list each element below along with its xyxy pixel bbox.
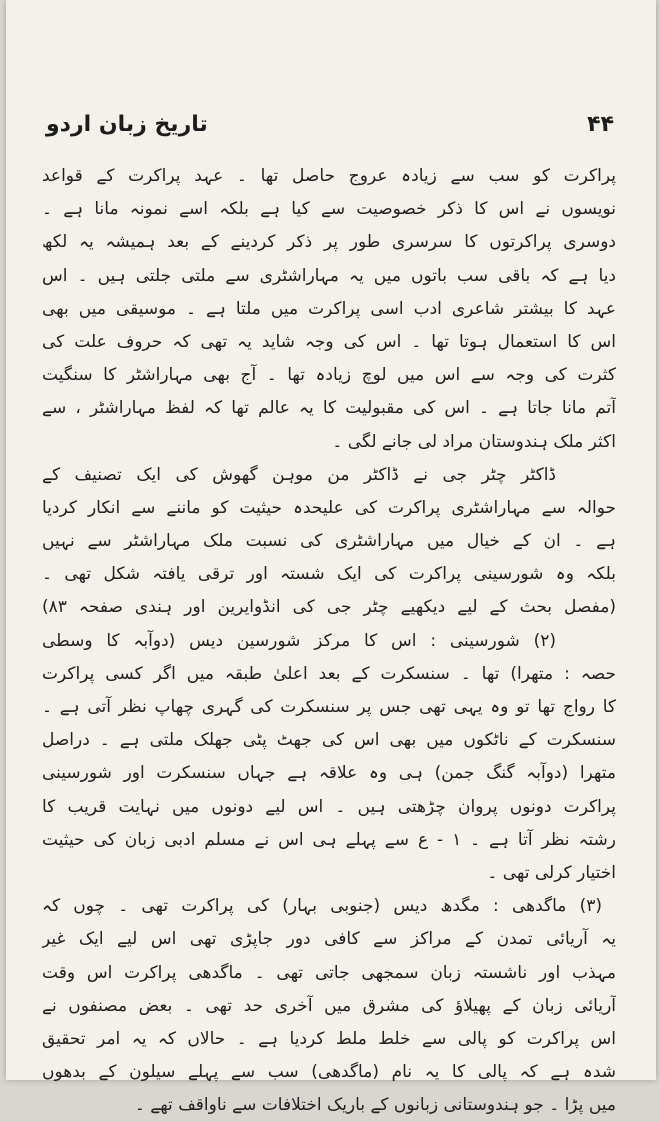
text-line: بلکہ وہ شورسینی پراکرت کی ایک شستہ اور ترقی یافتہ شکل تھی ۔ bbox=[42, 564, 616, 585]
text-line: پراکرت دونوں پروان چڑھتی ہیں ۔ اس لیے دونوں میں نہایت قریب کا bbox=[42, 796, 616, 817]
text-line: نویسوں نے اس کا ذکر خصوصیت سے کیا ہے بلکہ اسے نمونہ مانا ہے ۔ bbox=[42, 199, 616, 220]
book-page bbox=[6, 0, 656, 1116]
text-line: عہد کا بیشتر شاعری ادب اسی پراکرت میں ملتا ہے ۔ موسیقی میں بھی bbox=[42, 298, 616, 319]
text-line: آتم مانا جاتا ہے ۔ اس کی مقبولیت کا یہ عالم تھا کہ لفظ مہاراشٹر ، سے bbox=[42, 398, 616, 419]
page-number: ۴۴ bbox=[587, 112, 614, 137]
text-line: اکثر ملک ہندوستان مراد لی جانے لگی ۔ bbox=[332, 431, 616, 452]
text-line: اختیار کرلی تھی ۔ bbox=[487, 862, 616, 883]
text-line: کا رواج تھا تو وہ یہی تھی جس پر سنسکرت کی گہری چھاپ نظر آتی ہے ۔ bbox=[42, 697, 616, 717]
text-line: اس پراکرت کو پالی سے خلط ملط کردیا ہے ۔ حالاں کہ یہ امر تحقیق bbox=[42, 1028, 616, 1049]
body-text bbox=[42, 160, 616, 1122]
text-line: حصہ : متھرا) تھا ۔ سنسکرت کے بعد اعلیٰ طبقہ میں اگر کسی پراکرت bbox=[42, 663, 616, 684]
page-header bbox=[46, 112, 614, 152]
text-line: ڈاکٹر چٹر جی نے ڈاکٹر من موہن گھوش کی ایک تصنیف کے bbox=[42, 464, 556, 485]
text-line: اس کا استعمال ہوتا تھا ۔ اس کی وجہ شاید یہ تھی کہ حروف علت کی bbox=[42, 331, 616, 352]
text-line: آریائی زبان کے پھیلاؤ کی مشرق میں آخری حد تھی ۔ بعض مصنفوں نے bbox=[42, 995, 616, 1016]
text-line: پراکرت کو سب سے زیادہ عروج حاصل تھا ۔ عہد پراکرت کے قواعد bbox=[42, 166, 616, 186]
text-line: یہ آریائی تمدن کے مراکز سے کافی دور جاپڑی تھی اس لیے ایک غیر bbox=[42, 929, 616, 950]
text-line: میں پڑا ۔ جو ہندوستانی زبانوں کے باریک اختلافات سے ناواقف تھے ۔ bbox=[134, 1095, 616, 1116]
text-line: حوالہ سے مہاراشٹری پراکرت کی علیحدہ حیثیت کو ماننے سے انکار کردیا bbox=[42, 497, 616, 518]
text-line: مہذب اور ناشستہ زبان سمجھی جاتی تھی ۔ ماگدھی پراکرت اس وقت bbox=[42, 962, 616, 983]
text-line: سنسکرت کے ناٹکوں میں بھی اس کی جھٹ پٹی جھلک ملتی ہے ۔ دراصل bbox=[42, 730, 616, 751]
text-line: (مفصل بحث کے لیے دیکھیے چٹر جی کی انڈوایرین اور ہندی صفحہ ۸۳) bbox=[42, 597, 616, 618]
text-line: شدہ ہے کہ پالی کا یہ نام (ماگدھی) سب سے پہلے سیلون کے بدھوں bbox=[42, 1062, 616, 1083]
text-line: دوسری پراکرتوں کا سرسری طور پر ذکر کردینے کے بعد ہمیشہ یہ لکھ bbox=[42, 232, 616, 253]
text-line: (۳) ماگدھی : مگدھ دیس (جنوبی بہار) کی پراکرت تھی ۔ چوں کہ bbox=[42, 896, 602, 917]
text-line: (۲) شورسینی : اس کا مرکز شورسین دیس (دوآبہ کا وسطی bbox=[42, 630, 556, 651]
running-title: تاریخ زبان اردو bbox=[46, 112, 208, 137]
text-line: ہے ۔ ان کے خیال میں مہاراشٹری کی نسبت ملک مہاراشٹر سے نہیں bbox=[42, 531, 616, 552]
text-line: رشتہ نظر آتا ہے ۔ ۱ - ع سے پہلے ہی اس نے مسلم ادبی زبان کی حیثیت bbox=[42, 829, 616, 850]
text-line: کثرت کی وجہ سے اس میں لوچ زیادہ تھا ۔ آج بھی مہاراشٹر کا سنگیت bbox=[42, 365, 616, 386]
text-line: متھرا (دوآبہ گنگ جمن) ہی وہ علاقہ ہے جہاں سنسکرت اور شورسینی bbox=[42, 763, 616, 784]
text-line: دیا ہے کہ باقی سب باتوں میں یہ مہاراشٹری سے ملتی جلتی ہیں ۔ اس bbox=[42, 265, 616, 286]
